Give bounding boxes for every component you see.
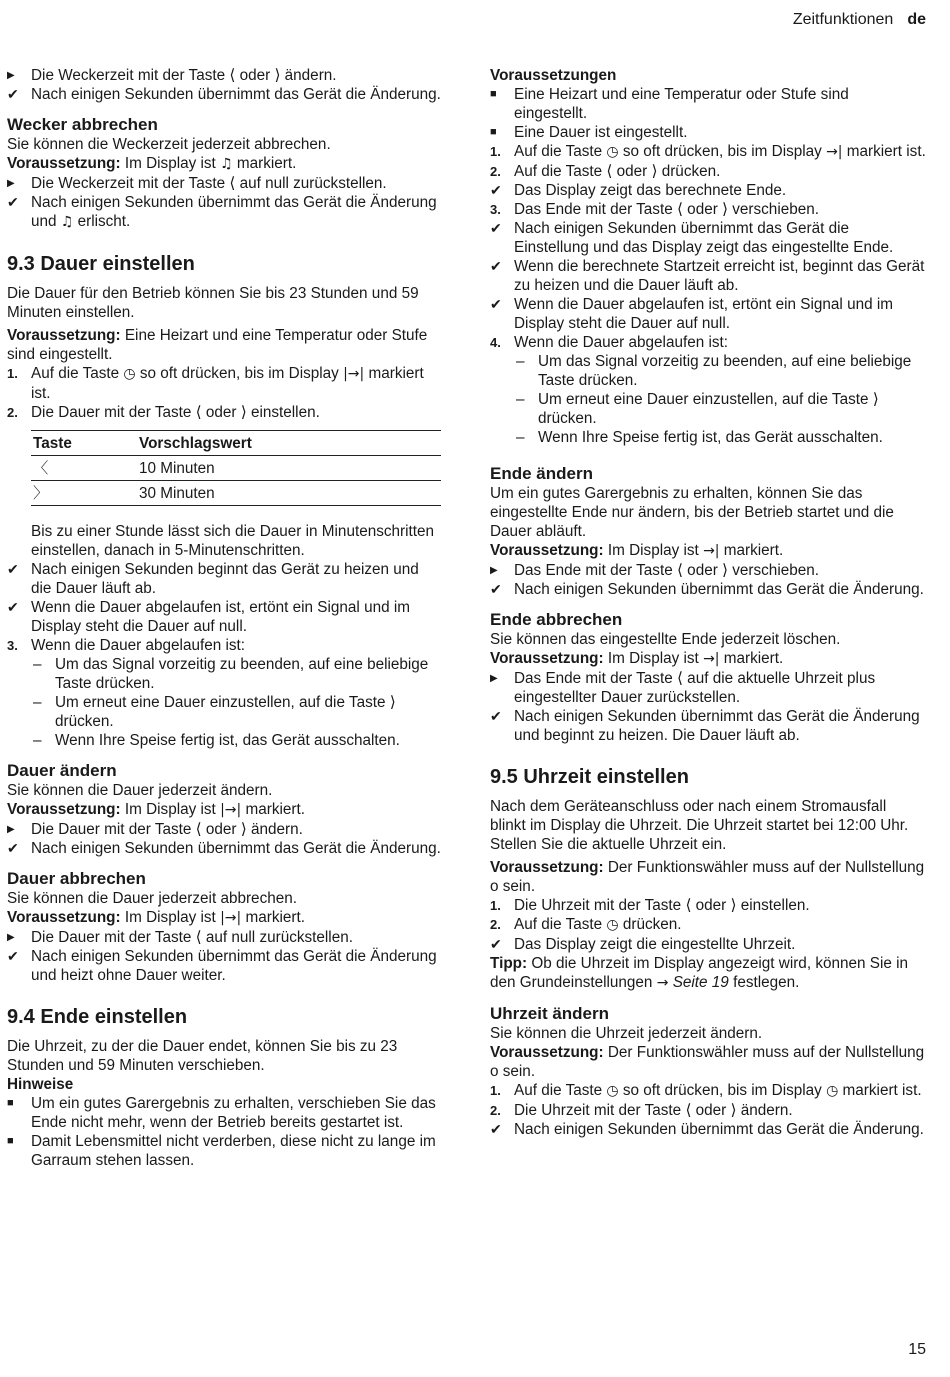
uhrzeit-einstellen-prereq: Voraussetzung: Der Funktionswähler muss auf der Nullstellung o sein.	[490, 859, 925, 895]
clock-icon: ◷	[606, 144, 619, 160]
dauer-aendern-prereq: Voraussetzung: Im Display ist |→| markiert.	[7, 801, 305, 818]
check-icon: ✔	[7, 194, 19, 210]
uhrzeit-einstellen-step-1: 1. Die Uhrzeit mit der Taste ⟨ oder ⟩ einstellen.	[490, 897, 810, 914]
hinweis-1: ■ Um ein gutes Garergebnis zu erhalten, verschieben Sie das Ende nicht mehr, wenn der Betrieb bereits gestartet ist.	[7, 1095, 436, 1131]
vorschlagswert-table	[31, 430, 441, 506]
alarm-change-step: ▶ Die Weckerzeit mit der Taste ⟨ oder ⟩ ändern.	[7, 67, 337, 84]
bell-icon: ♫	[220, 156, 233, 172]
ende-abbrechen-step: ▶ Das Ende mit der Taste ⟨ auf die aktuelle Uhrzeit plus eingestellter Dauer zurückstellen.	[490, 670, 876, 706]
dauer-einstellen-sub-2: – Um erneut eine Dauer einzustellen, auf die Taste ⟩ drücken.	[33, 694, 396, 730]
check-icon: ✔	[7, 948, 19, 964]
dauer-aendern-result: ✔ Nach einigen Sekunden übernimmt das Gerät die Änderung.	[7, 840, 441, 857]
ende-einstellen-result-4: ✔ Wenn die Dauer abgelaufen ist, ertönt ein Signal und im Display steht die Dauer auf null.	[490, 296, 893, 332]
heading-dauer-abbrechen: Dauer abbrechen	[7, 869, 146, 888]
voraussetzung-2: ■ Eine Dauer ist eingestellt.	[490, 124, 688, 141]
check-icon: ✔	[490, 258, 502, 274]
step-triangle-icon: ▶	[490, 673, 498, 684]
left-column	[7, 66, 441, 1170]
duration-icon: |→|	[220, 802, 242, 818]
dauer-abbrechen-result: ✔ Nach einigen Sekunden übernimmt das Gerät die Änderung und heizt ohne Dauer weiter.	[7, 948, 437, 984]
ende-aendern-step: ▶ Das Ende mit der Taste ⟨ oder ⟩ verschieben.	[490, 562, 819, 579]
ende-aendern-result: ✔ Nach einigen Sekunden übernimmt das Gerät die Änderung.	[490, 581, 924, 598]
wecker-abbrechen-intro: Sie können die Weckerzeit jederzeit abbrechen.	[7, 136, 331, 153]
check-icon: ✔	[7, 86, 19, 102]
right-column	[490, 66, 926, 1139]
dauer-abbrechen-intro: Sie können die Dauer jederzeit abbrechen.	[7, 890, 297, 907]
bullet-square-icon: ■	[7, 1135, 14, 1147]
dauer-abbrechen-prereq: Voraussetzung: Im Display ist |→| markiert.	[7, 909, 305, 926]
bullet-square-icon: ■	[490, 88, 497, 100]
heading-wecker-abbrechen: Wecker abbrechen	[7, 115, 158, 134]
hinweise-label: Hinweise	[7, 1076, 74, 1093]
clock-icon: ◷	[826, 1083, 839, 1099]
end-icon: →|	[703, 651, 720, 667]
check-icon: ✔	[490, 936, 502, 952]
bullet-square-icon: ■	[7, 1097, 14, 1109]
table-header-taste: Taste	[31, 431, 137, 456]
ende-einstellen-intro: Die Uhrzeit, zu der die Dauer endet, können Sie bis zu 23 Stunden und 59 Minuten verschieben.	[7, 1038, 398, 1074]
uhrzeit-einstellen-intro: Nach dem Geräteanschluss oder nach einem Stromausfall blinkt im Display die Uhrzeit. Die Uhrzeit startet bei 12:00 Uhr. Stellen Sie die aktuelle Uhrzeit ein.	[490, 798, 909, 853]
page-number: 15	[908, 1341, 926, 1358]
dauer-einstellen-result-1: ✔ Nach einigen Sekunden beginnt das Gerät zu heizen und die Dauer läuft ab.	[7, 561, 419, 597]
page-reference-link[interactable]: Seite 19	[672, 974, 729, 991]
heading-ende-abbrechen: Ende abbrechen	[490, 610, 623, 629]
ende-aendern-prereq: Voraussetzung: Im Display ist →| markiert.	[490, 542, 784, 559]
step-triangle-icon: ▶	[7, 824, 15, 835]
ende-einstellen-step-3: 3. Das Ende mit der Taste ⟨ oder ⟩ verschieben.	[490, 201, 819, 218]
ende-einstellen-sub-1: – Um das Signal vorzeitig zu beenden, auf eine beliebige Taste drücken.	[516, 353, 912, 389]
ende-abbrechen-prereq: Voraussetzung: Im Display ist →| markiert.	[490, 650, 784, 667]
hinweis-2: ■ Damit Lebensmittel nicht verderben, diese nicht zu lange im Garraum stehen lassen.	[7, 1133, 436, 1169]
check-icon: ✔	[490, 708, 502, 724]
duration-icon: |→|	[220, 910, 242, 926]
ende-einstellen-result-1: ✔ Das Display zeigt das berechnete Ende.	[490, 182, 787, 199]
uhrzeit-einstellen-result: ✔ Das Display zeigt die eingestellte Uhrzeit.	[490, 936, 796, 953]
ende-einstellen-sub-3: – Wenn Ihre Speise fertig ist, das Gerät ausschalten.	[516, 429, 883, 446]
table-header-vorschlagswert: Vorschlagswert	[137, 431, 441, 456]
check-icon: ✔	[7, 561, 19, 577]
check-icon: ✔	[490, 296, 502, 312]
dauer-aendern-intro: Sie können die Dauer jederzeit ändern.	[7, 782, 273, 799]
heading-uhrzeit-aendern: Uhrzeit ändern	[490, 1004, 610, 1023]
heading-uhrzeit-einstellen: 9.5 Uhrzeit einstellen	[490, 766, 689, 788]
table-row	[31, 456, 441, 481]
step-triangle-icon: ▶	[7, 178, 15, 189]
ende-abbrechen-intro: Sie können das eingestellte Ende jederzeit löschen.	[490, 631, 841, 648]
page-header	[793, 10, 926, 29]
header-title: Zeitfunktionen	[792, 11, 894, 28]
header-language: de	[907, 11, 926, 28]
clock-icon: ◷	[123, 366, 136, 382]
check-icon: ✔	[490, 581, 502, 597]
heading-ende-aendern: Ende ändern	[490, 464, 593, 483]
check-icon: ✔	[490, 220, 502, 236]
clock-icon: ◷	[606, 917, 619, 933]
step-triangle-icon: ▶	[7, 932, 15, 943]
dauer-einstellen-sub-1: – Um das Signal vorzeitig zu beenden, auf eine beliebige Taste drücken.	[33, 656, 429, 692]
step-triangle-icon: ▶	[7, 70, 15, 81]
wecker-abbrechen-prereq: Voraussetzung: Im Display ist ♫ markiert.	[7, 155, 297, 172]
step-triangle-icon: ▶	[490, 565, 498, 576]
dauer-einstellen-step-3: 3. Wenn die Dauer abgelaufen ist:	[7, 637, 246, 654]
heading-dauer-aendern: Dauer ändern	[7, 761, 117, 780]
clock-icon: ◷	[606, 1083, 619, 1099]
check-icon: ✔	[7, 599, 19, 615]
dauer-einstellen-sub-3: – Wenn Ihre Speise fertig ist, das Gerät ausschalten.	[33, 732, 400, 749]
heading-ende-einstellen: 9.4 Ende einstellen	[7, 1006, 188, 1028]
ende-abbrechen-result: ✔ Nach einigen Sekunden übernimmt das Gerät die Änderung und beginnt zu heizen. Die Dauer läuft ab.	[490, 708, 920, 744]
ende-einstellen-sub-2: – Um erneut eine Dauer einzustellen, auf die Taste ⟩ drücken.	[516, 391, 879, 427]
duration-icon: |→|	[343, 366, 365, 382]
check-icon: ✔	[7, 840, 19, 856]
uhrzeit-aendern-intro: Sie können die Uhrzeit jederzeit ändern.	[490, 1025, 763, 1042]
uhrzeit-aendern-step-2: 2. Die Uhrzeit mit der Taste ⟨ oder ⟩ ändern.	[490, 1102, 793, 1119]
dauer-einstellen-prereq: Voraussetzung: Eine Heizart und eine Temperatur oder Stufe sind eingestellt.	[7, 327, 428, 363]
bullet-square-icon: ■	[490, 126, 497, 138]
table-cell-key: 〉	[31, 481, 137, 506]
wecker-abbrechen-result: ✔ Nach einigen Sekunden übernimmt das Gerät die Änderung und ♫ erlischt.	[7, 194, 437, 230]
uhrzeit-aendern-step-1: 1. Auf die Taste ◷ so oft drücken, bis im Display ◷ markiert ist.	[490, 1082, 922, 1099]
ende-einstellen-step-1: 1. Auf die Taste ◷ so oft drücken, bis im Display →| markiert ist.	[490, 143, 926, 160]
table-cell-value: 30 Minuten	[137, 481, 441, 506]
table-row	[31, 481, 441, 506]
dauer-aendern-step: ▶ Die Dauer mit der Taste ⟨ oder ⟩ ändern.	[7, 821, 303, 838]
dauer-abbrechen-step: ▶ Die Dauer mit der Taste ⟨ auf null zurückstellen.	[7, 929, 353, 946]
dauer-einstellen-result-2: ✔ Wenn die Dauer abgelaufen ist, ertönt ein Signal und im Display steht die Dauer auf null.	[7, 599, 410, 635]
dauer-einstellen-step-1: 1. Auf die Taste ◷ so oft drücken, bis im Display |→| markiert ist.	[7, 365, 424, 402]
table-cell-value: 10 Minuten	[137, 456, 441, 481]
alarm-change-result: ✔ Nach einigen Sekunden übernimmt das Gerät die Änderung.	[7, 86, 441, 103]
dauer-einstellen-intro: Die Dauer für den Betrieb können Sie bis 23 Stunden und 59 Minuten einstellen.	[7, 285, 419, 321]
arrow-icon: →	[656, 975, 669, 991]
uhrzeit-einstellen-step-2: 2. Auf die Taste ◷ drücken.	[490, 916, 682, 933]
uhrzeit-aendern-prereq: Voraussetzung: Der Funktionswähler muss auf der Nullstellung o sein.	[490, 1044, 925, 1080]
voraussetzung-1: ■ Eine Heizart und eine Temperatur oder Stufe sind eingestellt.	[490, 86, 849, 122]
ende-einstellen-step-2: 2. Auf die Taste ⟨ oder ⟩ drücken.	[490, 163, 721, 180]
check-icon: ✔	[490, 182, 502, 198]
bell-icon: ♫	[60, 214, 74, 230]
end-icon: →|	[703, 543, 720, 559]
table-cell-key: 〈	[31, 456, 137, 481]
ende-aendern-intro: Um ein gutes Garergebnis zu erhalten, können Sie das eingestellte Ende nur ändern, bis der Betrieb startet und die Dauer abläuft.	[490, 485, 894, 540]
check-icon: ✔	[490, 1121, 502, 1137]
voraussetzungen-heading: Voraussetzungen	[490, 67, 617, 84]
ende-einstellen-step-4: 4. Wenn die Dauer abgelaufen ist:	[490, 334, 729, 351]
wecker-abbrechen-step: ▶ Die Weckerzeit mit der Taste ⟨ auf null zurückstellen.	[7, 175, 387, 192]
heading-dauer-einstellen: 9.3 Dauer einstellen	[7, 253, 195, 275]
uhrzeit-aendern-result: ✔ Nach einigen Sekunden übernimmt das Gerät die Änderung.	[490, 1121, 924, 1138]
ende-einstellen-result-2: ✔ Nach einigen Sekunden übernimmt das Gerät die Einstellung und das Display zeigt das eingestellte Ende.	[490, 220, 894, 256]
dauer-einstellen-step-2: 2. Die Dauer mit der Taste ⟨ oder ⟩ einstellen.	[7, 404, 320, 421]
ende-einstellen-result-3: ✔ Wenn die berechnete Startzeit erreicht ist, beginnt das Gerät zu heizen und die Dauer läuft ab.	[490, 258, 925, 294]
uhrzeit-tipp: Tipp: Ob die Uhrzeit im Display angezeigt wird, können Sie in den Grundeinstellungen → Seite 19 festlegen.	[490, 955, 909, 991]
dauer-einstellen-note: Bis zu einer Stunde lässt sich die Dauer in Minutenschritten einstellen, danach in 5-Minutenschritten.	[31, 523, 435, 559]
end-icon: →|	[826, 144, 843, 160]
